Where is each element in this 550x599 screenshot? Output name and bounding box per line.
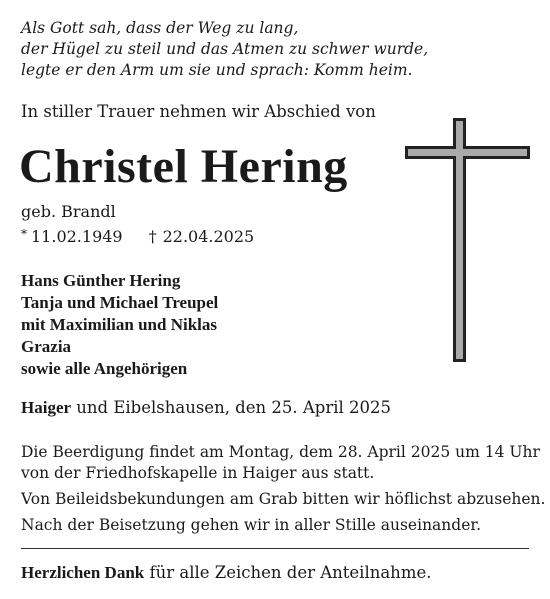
dagger-symbol: † bbox=[148, 227, 157, 246]
death-date: 22.04.2025 bbox=[162, 227, 255, 246]
cross-inner-horizontal bbox=[408, 149, 527, 156]
poem-line: der Hügel zu steil und das Atmen zu schwer wurde, bbox=[21, 40, 429, 58]
life-dates bbox=[21, 227, 254, 246]
mourner-line: mit Maximilian und Niklas bbox=[21, 315, 218, 334]
intro-text: In stiller Trauer nehmen wir Abschied von bbox=[21, 102, 376, 121]
place-date-line bbox=[21, 398, 391, 418]
divider bbox=[21, 548, 529, 549]
place-name: Haiger bbox=[21, 398, 72, 417]
mourners-list bbox=[21, 270, 218, 380]
info-line: Nach der Beisetzung gehen wir in aller Stille auseinander. bbox=[21, 516, 481, 534]
maiden-name: geb. Brandl bbox=[21, 202, 116, 221]
info-line: von der Friedhofskapelle in Haiger aus statt. bbox=[21, 464, 375, 482]
info-line: Von Beileidsbekundungen am Grab bitten wir höflichst abzusehen. bbox=[21, 490, 546, 508]
mourner-line: Hans Günther Hering bbox=[21, 271, 181, 290]
thanks-bold: Herzlichen Dank bbox=[21, 563, 145, 582]
birth-symbol: * bbox=[21, 227, 27, 241]
mourner-line: Tanja und Michael Treupel bbox=[21, 293, 219, 312]
funeral-info bbox=[21, 442, 546, 536]
mourner-line: sowie alle Angehörigen bbox=[21, 359, 188, 378]
birth-date: 11.02.1949 bbox=[31, 227, 123, 246]
thanks-line bbox=[21, 563, 431, 583]
mourner-line: Grazia bbox=[21, 337, 72, 356]
poem-line: Als Gott sah, dass der Weg zu lang, bbox=[21, 19, 299, 37]
cross-icon bbox=[405, 118, 530, 362]
poem bbox=[21, 18, 429, 81]
thanks-rest: für alle Zeichen der Anteilnahme. bbox=[144, 563, 432, 582]
cross-inner-vertical bbox=[456, 121, 463, 359]
info-line: Die Beerdigung findet am Montag, dem 28. April 2025 um 14 Uhr bbox=[21, 443, 540, 461]
deceased-name: Christel Hering bbox=[19, 140, 348, 193]
place-date-rest: und Eibelshausen, den 25. April 2025 bbox=[71, 398, 392, 417]
poem-line: legte er den Arm um sie und sprach: Komm heim. bbox=[21, 61, 413, 79]
